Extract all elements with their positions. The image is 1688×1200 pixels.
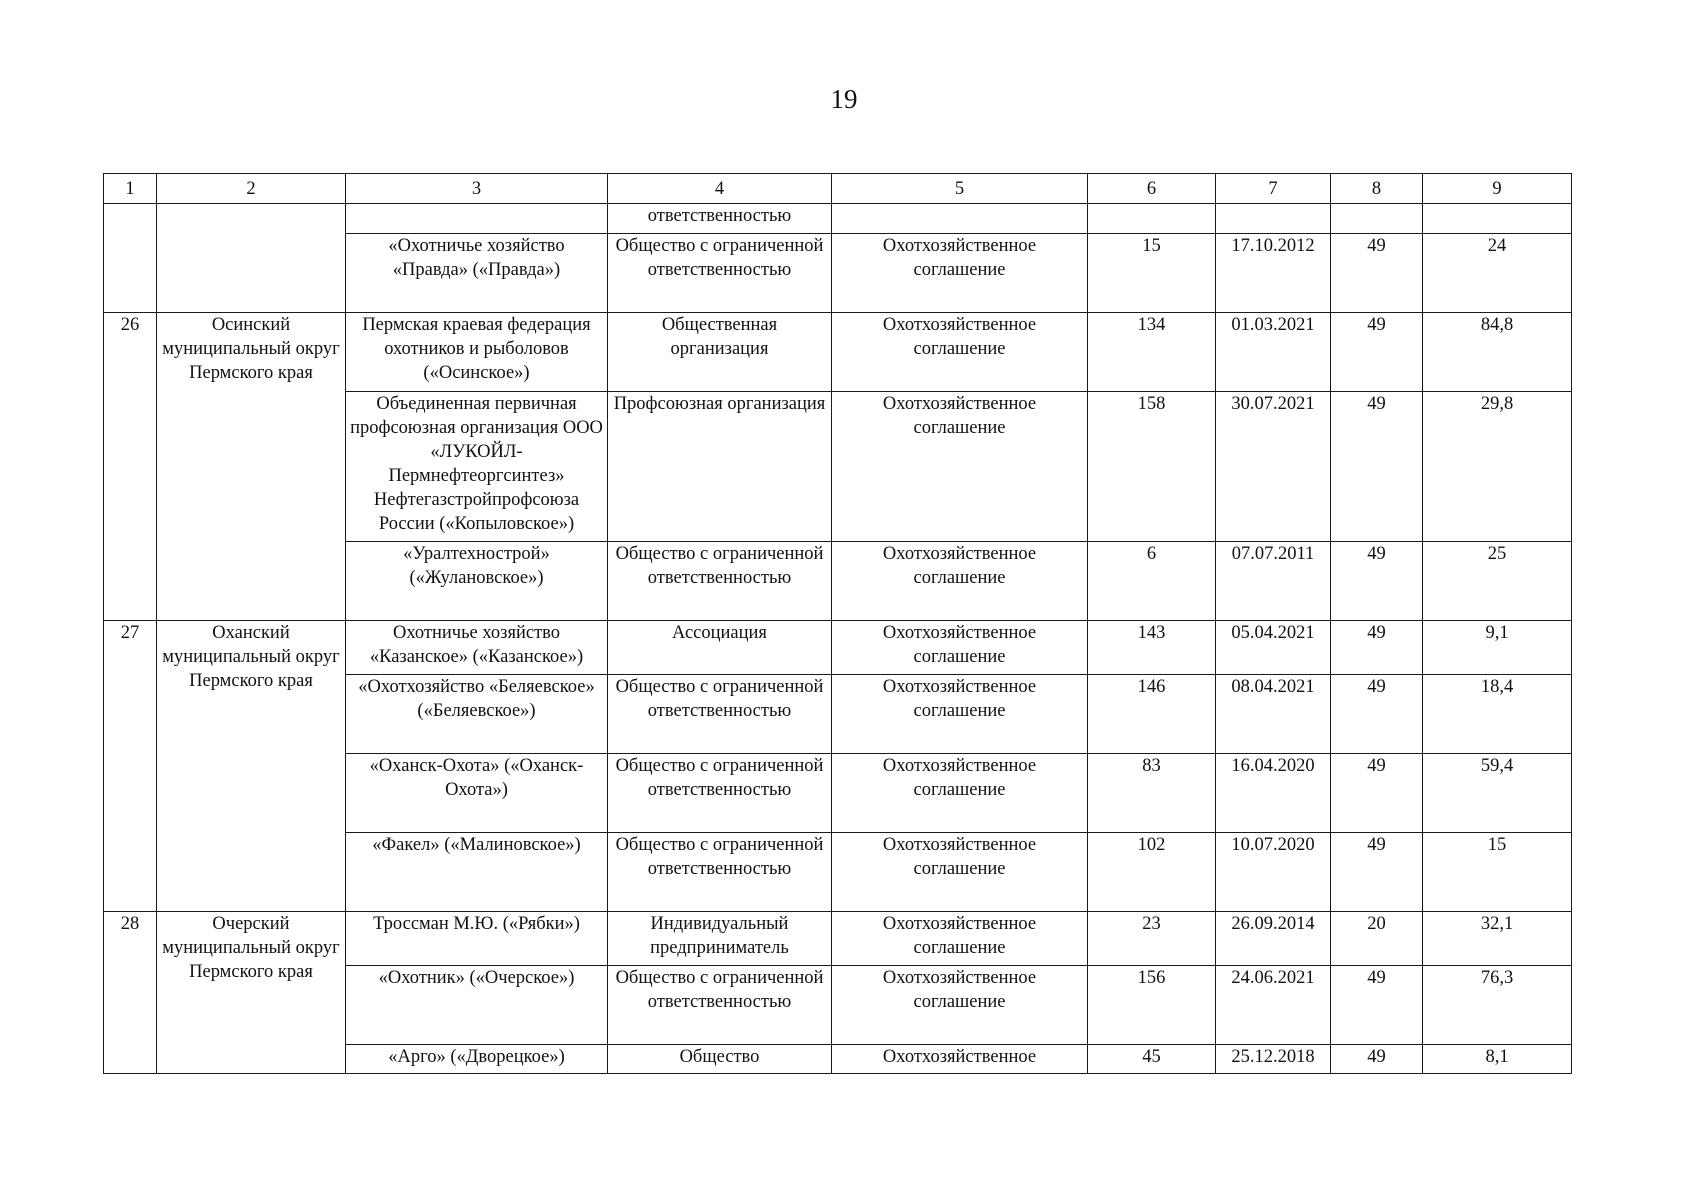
district-cell <box>157 204 346 313</box>
term-cell: 49 <box>1331 313 1423 392</box>
number-cell: 23 <box>1088 912 1216 966</box>
table-row <box>104 912 1572 966</box>
term-cell: 49 <box>1331 234 1423 313</box>
org-type-cell: Общественная организация <box>608 313 832 392</box>
area-cell: 25 <box>1423 542 1572 621</box>
date-cell: 07.07.2011 <box>1216 542 1331 621</box>
org-cell: «Факел» («Малиновское») <box>346 833 608 912</box>
column-header: 7 <box>1216 174 1331 204</box>
date-cell: 16.04.2020 <box>1216 754 1331 833</box>
column-header: 5 <box>832 174 1088 204</box>
date-cell: 17.10.2012 <box>1216 234 1331 313</box>
area-cell: 24 <box>1423 234 1572 313</box>
term-cell: 49 <box>1331 1045 1423 1074</box>
number-cell: 158 <box>1088 392 1216 542</box>
date-cell: 01.03.2021 <box>1216 313 1331 392</box>
org-cell: «Арго» («Дворецкое») <box>346 1045 608 1074</box>
term-cell <box>1331 204 1423 234</box>
org-type-cell: Общество с ограниченной ответственностью <box>608 966 832 1045</box>
area-cell: 18,4 <box>1423 675 1572 754</box>
agreement-cell: Охотхозяйственное соглашение <box>832 833 1088 912</box>
org-cell: Троссман М.Ю. («Рябки») <box>346 912 608 966</box>
table-row <box>104 204 1572 234</box>
org-type-cell: Общество <box>608 1045 832 1074</box>
table-row <box>104 621 1572 675</box>
org-cell: «Охотхозяйство «Беляевское» («Беляевское») <box>346 675 608 754</box>
org-cell: «Уралтехнострой» («Жулановское») <box>346 542 608 621</box>
area-cell: 59,4 <box>1423 754 1572 833</box>
org-cell: «Охотничье хозяйство «Правда» («Правда») <box>346 234 608 313</box>
number-cell <box>1088 204 1216 234</box>
column-header: 9 <box>1423 174 1572 204</box>
org-cell <box>346 204 608 234</box>
district-cell: Очерский муниципальный округ Пермского края <box>157 912 346 1074</box>
agreement-cell: Охотхозяйственное соглашение <box>832 313 1088 392</box>
column-header: 8 <box>1331 174 1423 204</box>
org-cell: Пермская краевая федерация охотников и рыболовов («Осинское») <box>346 313 608 392</box>
org-type-cell: Общество с ограниченной ответственностью <box>608 754 832 833</box>
column-header: 6 <box>1088 174 1216 204</box>
org-type-cell: Общество с ограниченной ответственностью <box>608 833 832 912</box>
term-cell: 49 <box>1331 833 1423 912</box>
agreement-cell: Охотхозяйственное <box>832 1045 1088 1074</box>
term-cell: 49 <box>1331 675 1423 754</box>
number-cell: 6 <box>1088 542 1216 621</box>
number-cell: 45 <box>1088 1045 1216 1074</box>
org-type-cell: Профсоюзная организация <box>608 392 832 542</box>
org-cell: Охотничье хозяйство «Казанское» («Казанское») <box>346 621 608 675</box>
index-cell: 26 <box>104 313 157 621</box>
agreement-cell <box>832 204 1088 234</box>
org-type-cell: ответственностью <box>608 204 832 234</box>
org-type-cell: Ассоциация <box>608 621 832 675</box>
term-cell: 49 <box>1331 754 1423 833</box>
agreement-cell: Охотхозяйственное соглашение <box>832 542 1088 621</box>
area-cell: 32,1 <box>1423 912 1572 966</box>
column-number-row <box>104 174 1572 204</box>
area-cell: 15 <box>1423 833 1572 912</box>
date-cell: 10.07.2020 <box>1216 833 1331 912</box>
area-cell <box>1423 204 1572 234</box>
index-cell <box>104 204 157 313</box>
date-cell: 26.09.2014 <box>1216 912 1331 966</box>
area-cell: 84,8 <box>1423 313 1572 392</box>
date-cell: 24.06.2021 <box>1216 966 1331 1045</box>
column-header: 3 <box>346 174 608 204</box>
term-cell: 49 <box>1331 966 1423 1045</box>
date-cell: 05.04.2021 <box>1216 621 1331 675</box>
district-cell: Оханский муниципальный округ Пермского края <box>157 621 346 912</box>
column-header: 4 <box>608 174 832 204</box>
org-type-cell: Общество с ограниченной ответственностью <box>608 675 832 754</box>
index-cell: 27 <box>104 621 157 912</box>
table-row <box>104 313 1572 392</box>
number-cell: 15 <box>1088 234 1216 313</box>
org-type-cell: Общество с ограниченной ответственностью <box>608 234 832 313</box>
number-cell: 102 <box>1088 833 1216 912</box>
number-cell: 146 <box>1088 675 1216 754</box>
number-cell: 83 <box>1088 754 1216 833</box>
page-number: 19 <box>830 84 858 114</box>
area-cell: 29,8 <box>1423 392 1572 542</box>
org-cell: «Охотник» («Очерское») <box>346 966 608 1045</box>
term-cell: 49 <box>1331 542 1423 621</box>
column-header: 1 <box>104 174 157 204</box>
number-cell: 134 <box>1088 313 1216 392</box>
term-cell: 20 <box>1331 912 1423 966</box>
area-cell: 8,1 <box>1423 1045 1572 1074</box>
agreement-cell: Охотхозяйственное соглашение <box>832 234 1088 313</box>
agreement-cell: Охотхозяйственное соглашение <box>832 966 1088 1045</box>
org-cell: «Оханск-Охота» («Оханск-Охота») <box>346 754 608 833</box>
date-cell <box>1216 204 1331 234</box>
org-type-cell: Индивидуальный предприниматель <box>608 912 832 966</box>
org-type-cell: Общество с ограниченной ответственностью <box>608 542 832 621</box>
number-cell: 143 <box>1088 621 1216 675</box>
area-cell: 76,3 <box>1423 966 1572 1045</box>
date-cell: 30.07.2021 <box>1216 392 1331 542</box>
index-cell: 28 <box>104 912 157 1074</box>
term-cell: 49 <box>1331 621 1423 675</box>
date-cell: 25.12.2018 <box>1216 1045 1331 1074</box>
district-cell: Осинский муниципальный округ Пермского края <box>157 313 346 621</box>
agreement-cell: Охотхозяйственное соглашение <box>832 392 1088 542</box>
hunting-agreements-table <box>103 173 1572 1074</box>
date-cell: 08.04.2021 <box>1216 675 1331 754</box>
term-cell: 49 <box>1331 392 1423 542</box>
area-cell: 9,1 <box>1423 621 1572 675</box>
agreement-cell: Охотхозяйственное соглашение <box>832 675 1088 754</box>
number-cell: 156 <box>1088 966 1216 1045</box>
agreement-cell: Охотхозяйственное соглашение <box>832 621 1088 675</box>
agreement-cell: Охотхозяйственное соглашение <box>832 754 1088 833</box>
column-header: 2 <box>157 174 346 204</box>
agreement-cell: Охотхозяйственное соглашение <box>832 912 1088 966</box>
org-cell: Объединенная первичная профсоюзная организация ООО «ЛУКОЙЛ-Пермнефтеоргсинтез» Нефтегазстройпрофсоюза России («Копыловское») <box>346 392 608 542</box>
